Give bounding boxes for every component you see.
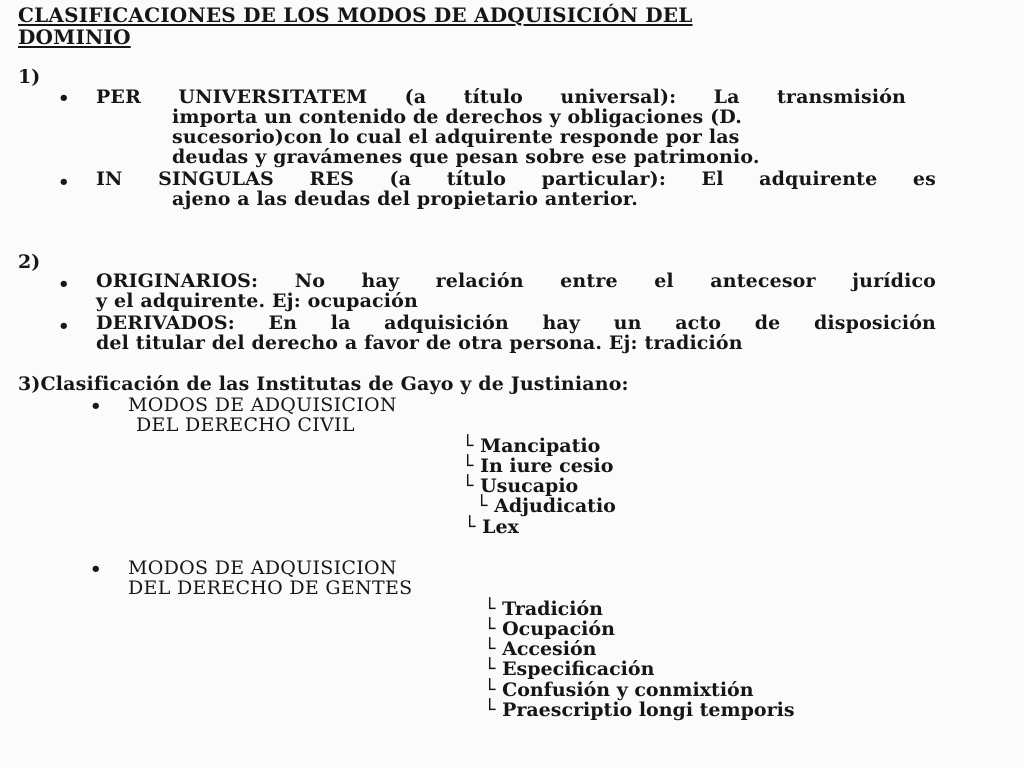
section-3-heading: 3)Clasificación de las Institutas de Gayo y de Justiniano:	[18, 373, 629, 395]
civil-item-3	[462, 475, 578, 497]
gentes-item-1	[484, 598, 603, 620]
gentes-item-label: Ocupación	[502, 618, 615, 640]
branch-icon: └	[484, 658, 496, 680]
bullet-icon: •	[58, 316, 70, 337]
civil-group-title-line-2: DEL DERECHO CIVIL	[136, 414, 355, 436]
gentes-group-title-line-2: DEL DERECHO DE GENTES	[128, 577, 413, 599]
gentes-item-2	[484, 618, 615, 640]
section-2-item-1-line-1: ORIGINARIOS: No hay relación entre el antecesor jurídico	[96, 270, 936, 292]
civil-item-label: Mancipatio	[480, 435, 601, 457]
civil-item-4	[476, 495, 616, 517]
branch-icon: └	[484, 618, 496, 640]
section-2-item-2-line-2: del titular del derecho a favor de otra persona. Ej: tradición	[96, 332, 743, 354]
bullet-icon: •	[58, 88, 70, 109]
section-1-item-1-line-3: sucesorio)con lo cual el adquirente responde por las	[172, 126, 740, 148]
section-1-item-1-line-4: deudas y gravámenes que pesan sobre ese patrimonio.	[172, 146, 760, 168]
section-1-item-1-line-1: PER UNIVERSITATEM (a título universal): La transmisión	[96, 86, 906, 108]
gentes-item-3	[484, 638, 596, 660]
gentes-group-title-line-1: MODOS DE ADQUISICION	[128, 557, 397, 579]
branch-icon: └	[462, 435, 474, 457]
section-2-item-1-line-2: y el adquirente. Ej: ocupación	[96, 290, 418, 312]
gentes-item-label: Praescriptio longi temporis	[502, 699, 795, 721]
page-title	[18, 4, 918, 48]
civil-item-label: Adjudicatio	[494, 495, 616, 517]
civil-group-title-line-1: MODOS DE ADQUISICION	[128, 394, 397, 416]
civil-item-5	[464, 516, 519, 538]
gentes-item-6	[484, 699, 795, 721]
branch-icon: └	[484, 699, 496, 721]
section-1-item-2-line-2: ajeno a las deudas del propietario anterior.	[172, 188, 638, 210]
gentes-item-label: Especificación	[502, 658, 655, 680]
bullet-icon: •	[58, 172, 70, 193]
branch-icon: └	[484, 679, 496, 701]
bullet-icon: •	[90, 559, 102, 580]
gentes-item-label: Confusión y conmixtión	[502, 679, 754, 701]
civil-item-label: Lex	[482, 516, 519, 538]
gentes-item-5	[484, 679, 754, 701]
branch-icon: └	[464, 516, 476, 538]
civil-item-2	[462, 455, 613, 477]
gentes-item-4	[484, 658, 654, 680]
branch-icon: └	[462, 455, 474, 477]
section-1-item-2-line-1: IN SINGULAS RES (a título particular): El adquirente es	[96, 168, 936, 190]
section-2-item-2-line-1: DERIVADOS: En la adquisición hay un acto de disposición	[96, 312, 936, 334]
section-1-item-1-line-2: importa un contenido de derechos y obligaciones (D.	[172, 106, 742, 128]
title-line-1: CLASIFICACIONES DE LOS MODOS DE ADQUISICIÓN DEL	[18, 3, 693, 27]
section-1-number: 1)	[18, 66, 41, 88]
gentes-item-label: Tradición	[502, 598, 603, 620]
branch-icon: └	[476, 495, 488, 517]
section-2-number: 2)	[18, 251, 41, 273]
gentes-item-label: Accesión	[502, 638, 597, 660]
branch-icon: └	[484, 598, 496, 620]
branch-icon: └	[484, 638, 496, 660]
branch-icon: └	[462, 475, 474, 497]
bullet-icon: •	[58, 274, 70, 295]
bullet-icon: •	[90, 396, 102, 417]
civil-item-label: Usucapio	[480, 475, 579, 497]
civil-item-label: In iure cesio	[480, 455, 614, 477]
title-line-2: DOMINIO	[18, 25, 131, 49]
civil-item-1	[462, 435, 600, 457]
